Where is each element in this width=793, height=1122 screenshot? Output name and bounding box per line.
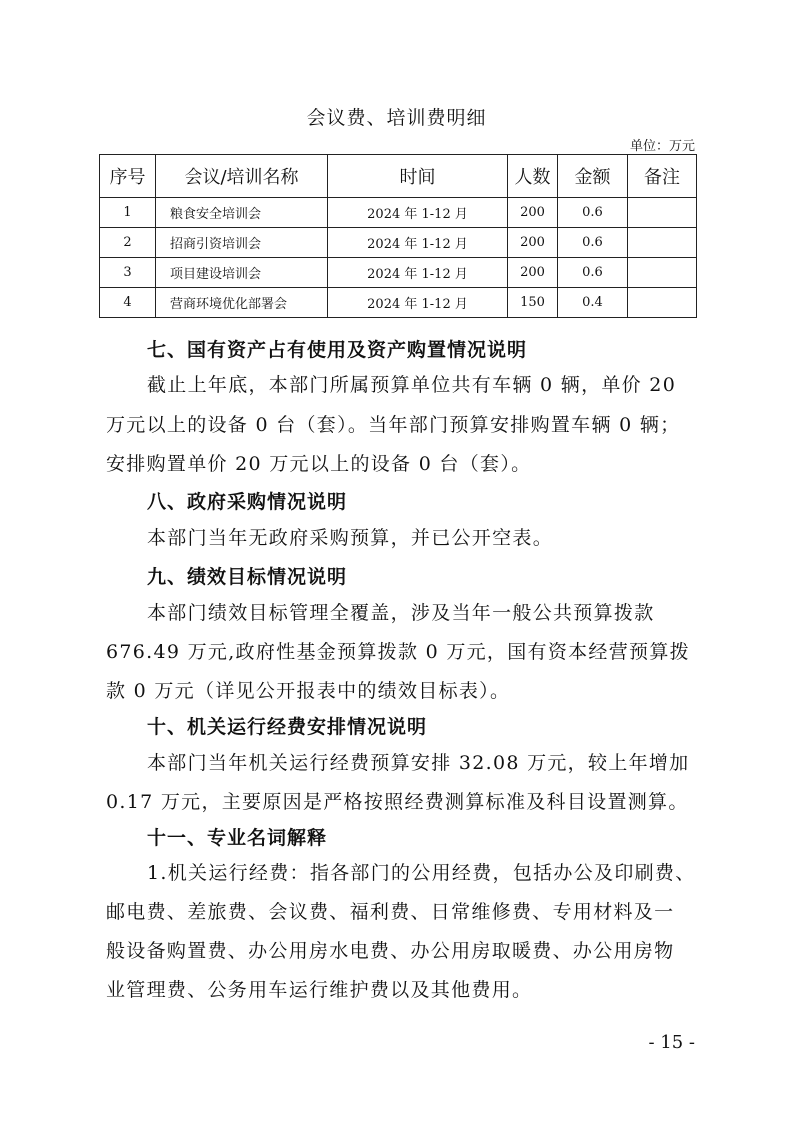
paragraph-line: 截止上年底，本部门所属预算单位共有车辆 0 辆，单价 20 xyxy=(147,374,677,396)
section-heading-operating-funds: 十、机关运行经费安排情况说明 xyxy=(147,716,428,738)
table-row xyxy=(100,198,697,228)
paragraph-line: 本部门当年无政府采购预算，并已公开空表。 xyxy=(147,527,554,549)
cell-amount: 0.6 xyxy=(558,228,628,258)
fee-table xyxy=(99,154,697,318)
table-row xyxy=(100,228,697,258)
cell-people: 200 xyxy=(508,198,558,228)
unit-label: 单位：万元 xyxy=(629,139,695,154)
table-header-row xyxy=(100,155,697,198)
cell-name: 粮食安全培训会 xyxy=(156,198,328,228)
section-heading-performance: 九、绩效目标情况说明 xyxy=(147,566,348,588)
table-title: 会议费、培训费明细 xyxy=(306,107,487,129)
cell-amount: 0.4 xyxy=(558,288,628,318)
cell-amount: 0.6 xyxy=(558,198,628,228)
paragraph-line: 676.49 万元,政府性基金预算拨款 0 万元，国有资本经营预算拨 xyxy=(106,641,690,663)
cell-name: 营商环境优化部署会 xyxy=(156,288,328,318)
cell-no: 4 xyxy=(100,288,156,318)
cell-time: 2024 年 1-12 月 xyxy=(328,288,508,318)
cell-remark xyxy=(628,258,697,288)
cell-no: 3 xyxy=(100,258,156,288)
paragraph-line: 款 0 万元（详见公开报表中的绩效目标表）。 xyxy=(106,680,511,702)
paragraph-line: 万元以上的设备 0 台（套）。当年部门预算安排购置车辆 0 辆； xyxy=(106,414,681,436)
paragraph-line: 0.17 万元，主要原因是严格按照经费测算标准及科目设置测算。 xyxy=(106,791,689,813)
cell-name: 项目建设培训会 xyxy=(156,258,328,288)
paragraph-line: 本部门绩效目标管理全覆盖，涉及当年一般公共预算拨款 xyxy=(147,602,655,624)
col-header-no: 序号 xyxy=(100,155,156,198)
cell-people: 200 xyxy=(508,258,558,288)
table-row xyxy=(100,288,697,318)
paragraph-line: 邮电费、差旅费、会议费、福利费、日常维修费、专用材料及一 xyxy=(106,901,675,923)
cell-people: 200 xyxy=(508,228,558,258)
paragraph-line: 1.机关运行经费：指各部门的公用经费，包括办公及印刷费、 xyxy=(147,862,696,884)
col-header-people: 人数 xyxy=(508,155,558,198)
col-header-time: 时间 xyxy=(328,155,508,198)
cell-time: 2024 年 1-12 月 xyxy=(328,228,508,258)
cell-no: 1 xyxy=(100,198,156,228)
cell-time: 2024 年 1-12 月 xyxy=(328,198,508,228)
col-header-name: 会议/培训名称 xyxy=(156,155,328,198)
cell-amount: 0.6 xyxy=(558,258,628,288)
cell-remark xyxy=(628,288,697,318)
cell-people: 150 xyxy=(508,288,558,318)
paragraph-line: 业管理费、公务用车运行维护费以及其他费用。 xyxy=(106,979,533,1001)
col-header-remark: 备注 xyxy=(628,155,697,198)
cell-no: 2 xyxy=(100,228,156,258)
col-header-amount: 金额 xyxy=(558,155,628,198)
cell-remark xyxy=(628,228,697,258)
cell-time: 2024 年 1-12 月 xyxy=(328,258,508,288)
paragraph-line: 本部门当年机关运行经费预算安排 32.08 万元，较上年增加 xyxy=(147,752,690,774)
section-heading-assets: 七、国有资产占有使用及资产购置情况说明 xyxy=(147,339,528,361)
cell-remark xyxy=(628,198,697,228)
table-row xyxy=(100,258,697,288)
paragraph-line: 般设备购置费、办公用房水电费、办公用房取暖费、办公用房物 xyxy=(106,940,675,962)
section-heading-procurement: 八、政府采购情况说明 xyxy=(147,491,348,513)
cell-name: 招商引资培训会 xyxy=(156,228,328,258)
section-heading-glossary: 十一、专业名词解释 xyxy=(147,827,328,849)
page-number: - 15 - xyxy=(648,1032,695,1053)
paragraph-line: 安排购置单价 20 万元以上的设备 0 台（套）。 xyxy=(106,453,532,475)
